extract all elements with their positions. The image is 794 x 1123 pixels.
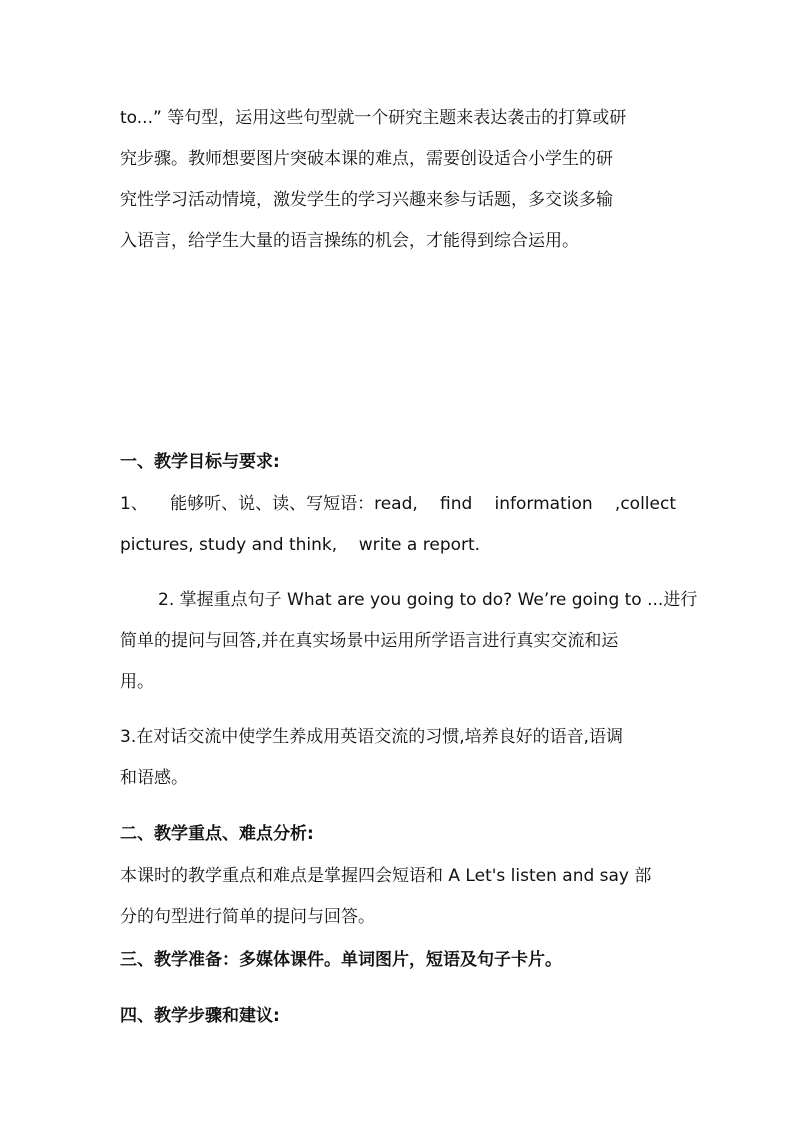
objective-1-part-2: find <box>440 494 473 514</box>
section-4-heading: 四、教学步骤和建议: <box>120 1006 280 1026</box>
intro-line-1: to...” 等句型，运用这些句型就一个研究主题来表达袭击的打算或研 <box>120 108 627 128</box>
objective-3-line-2: 和语感。 <box>120 768 188 788</box>
intro-line-2: 究步骤。教师想要图片突破本课的难点，需要创设适合小学生的研 <box>120 149 613 169</box>
objective-2-line-3: 用。 <box>120 672 154 692</box>
section-2-heading: 二、教学重点、难点分析: <box>120 824 314 844</box>
objective-1-number: 1、 <box>120 494 148 514</box>
objective-1-part-3: information <box>494 494 593 514</box>
objective-2-line-2: 简单的提问与回答,并在真实场景中运用所学语言进行真实交流和运 <box>120 631 619 651</box>
objective-1-line-2: pictures, study and think, write a report. <box>120 535 481 555</box>
section-3-heading: 三、教学准备：多媒体课件。单词图片，短语及句子卡片。 <box>120 950 562 970</box>
objective-1-part-1: 能够听、说、读、写短语：read, <box>170 494 418 514</box>
section-2-line-1: 本课时的教学重点和难点是掌握四会短语和 A Let's listen and say 部 <box>120 866 652 886</box>
section-2-line-2: 分的句型进行简单的提问与回答。 <box>120 907 375 927</box>
objective-1-line-1 <box>120 492 676 516</box>
intro-line-3: 究性学习活动情境，激发学生的学习兴趣来参与话题，多交谈多输 <box>120 190 613 210</box>
objective-2-line-1: 2. 掌握重点句子 What are you going to do? We’re going to ...进行 <box>158 590 698 610</box>
objective-1-part-4: ,collect <box>614 494 676 514</box>
objective-3-line-1: 3.在对话交流中使学生养成用英语交流的习惯,培养良好的语音,语调 <box>120 727 624 747</box>
intro-line-4: 入语言，给学生大量的语言操练的机会，才能得到综合运用。 <box>120 231 579 251</box>
section-1-heading: 一、教学目标与要求: <box>120 452 280 472</box>
